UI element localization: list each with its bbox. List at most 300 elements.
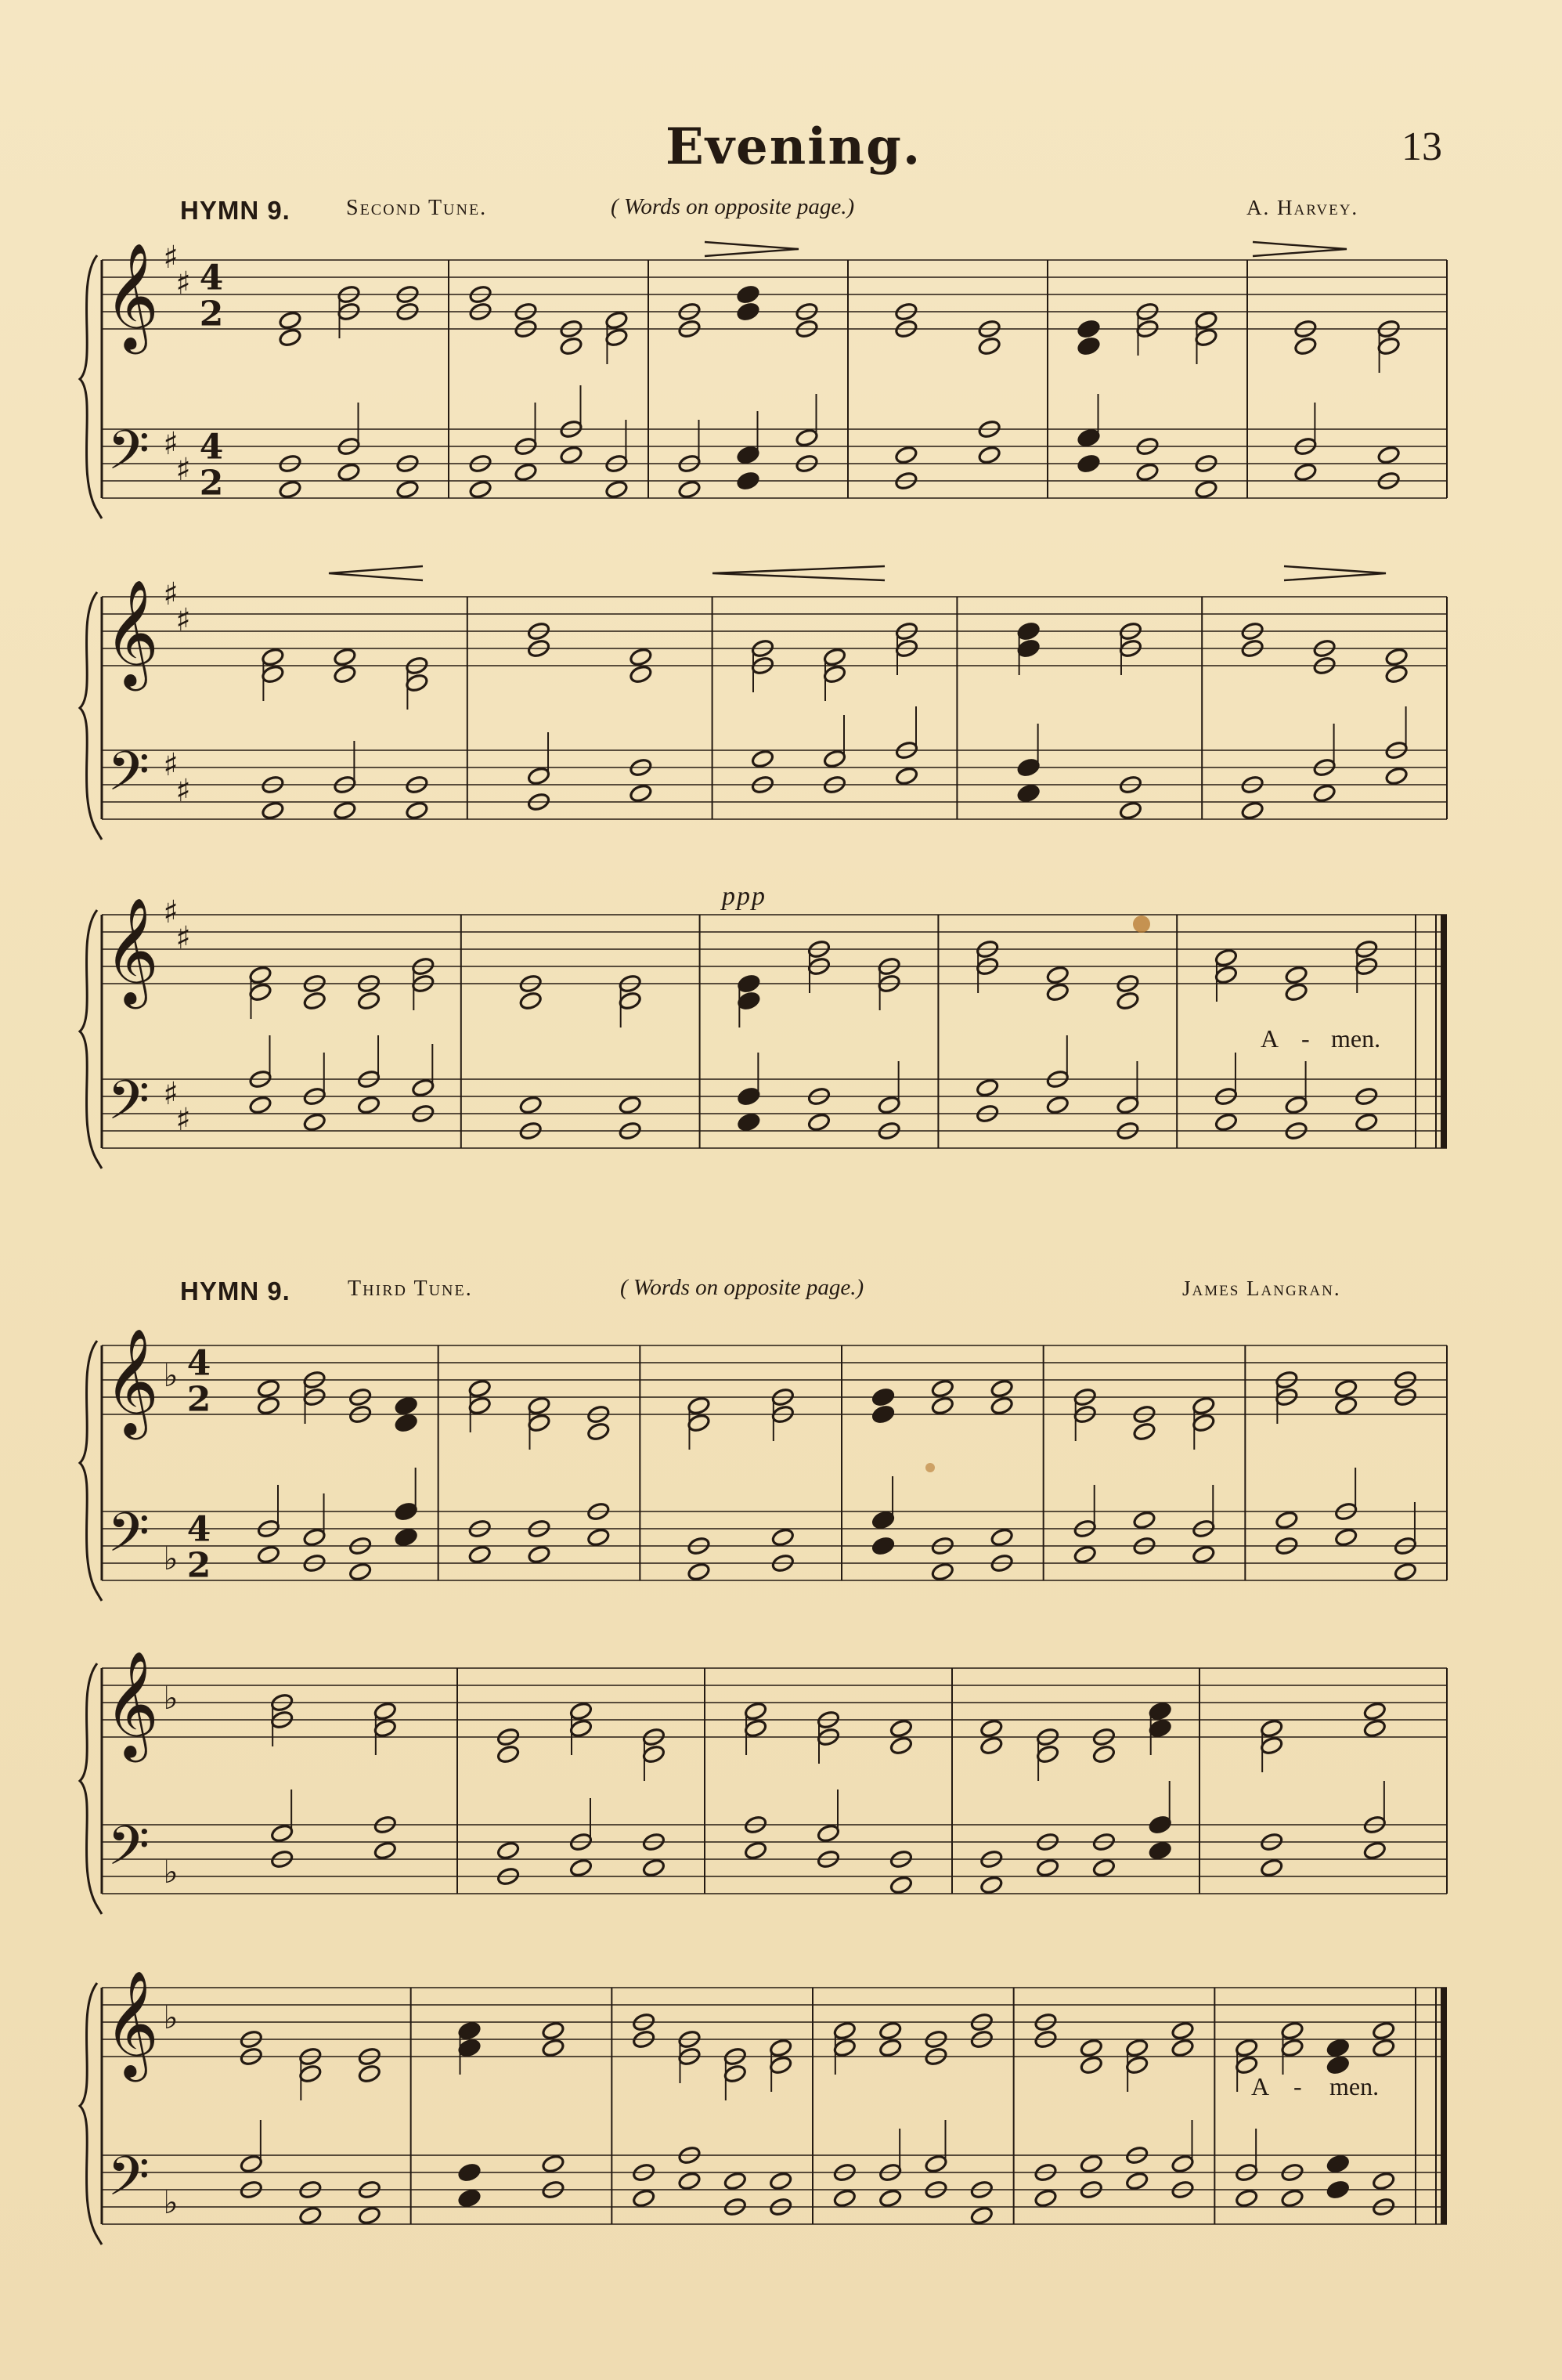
barline [438, 1345, 439, 1580]
half-note [1334, 1527, 1358, 1548]
half-note [823, 647, 846, 667]
treble-clef: 𝄞 [104, 1327, 159, 1435]
key-signature-flat: ♭ [163, 2185, 179, 2221]
half-note [333, 647, 356, 667]
staff [102, 260, 1447, 329]
barline [1441, 1988, 1447, 2224]
amen-hyphen: - [1301, 1024, 1310, 1053]
diminuendo-hairpin [705, 242, 799, 256]
barline [639, 1345, 640, 1580]
amen-syllable: A [1251, 2072, 1270, 2100]
staff [102, 1079, 1447, 1148]
half-note [527, 1544, 550, 1565]
half-note [1016, 783, 1040, 804]
half-note [1275, 1510, 1298, 1530]
half-note [618, 991, 641, 1011]
half-note [723, 2064, 747, 2084]
half-note [257, 1378, 280, 1399]
half-note [1132, 1510, 1156, 1530]
half-note [970, 2205, 994, 2226]
key-signature-sharp: ♯ [175, 452, 191, 488]
half-note [979, 1875, 1003, 1895]
half-note [744, 1840, 767, 1861]
half-note [1092, 1744, 1116, 1764]
half-note [895, 766, 918, 786]
key-signature-sharp: ♯ [163, 1076, 179, 1112]
half-note [878, 2021, 902, 2041]
barline [1214, 1988, 1215, 2224]
half-note [1260, 1858, 1283, 1878]
barline [812, 1988, 813, 2224]
barline [456, 1668, 458, 1894]
barline [1415, 1988, 1416, 2224]
half-note [737, 1112, 760, 1132]
page-number: 13 [1401, 125, 1442, 169]
time-signature-bottom: 2 [186, 1545, 211, 1586]
half-note [337, 462, 360, 482]
barline [448, 260, 449, 498]
half-note [541, 2154, 565, 2174]
half-note [1240, 800, 1264, 821]
half-note [569, 1858, 593, 1878]
treble-clef: 𝄞 [104, 896, 159, 1004]
bass-clef: 𝄢 [106, 1068, 150, 1145]
staff [102, 1988, 1447, 2057]
half-note [642, 1744, 666, 1764]
half-note [1034, 2188, 1057, 2208]
barline [611, 1988, 612, 2224]
staff [102, 1825, 1447, 1894]
half-note [736, 471, 759, 491]
paper-stain [1133, 916, 1150, 933]
time-signature-top: 4 [199, 427, 224, 468]
time-signature-top: 4 [199, 258, 224, 298]
half-note [751, 749, 774, 769]
half-note [373, 1840, 397, 1861]
half-note [924, 2154, 947, 2174]
half-note [1372, 2171, 1395, 2191]
half-note [1384, 647, 1408, 667]
half-note [889, 1735, 913, 1756]
half-note [1280, 2038, 1304, 2058]
half-note [569, 1718, 593, 1739]
half-note [1132, 1421, 1156, 1442]
half-note [257, 1544, 280, 1565]
half-note [559, 445, 583, 465]
half-note [629, 664, 652, 684]
half-note [878, 2188, 902, 2208]
barline [1446, 1345, 1448, 1580]
barline [101, 1345, 103, 1580]
half-note [737, 973, 760, 994]
diminuendo-hairpin [1284, 566, 1386, 580]
time-signature-top: 4 [186, 1343, 211, 1384]
half-note [1214, 965, 1238, 985]
half-note [358, 2205, 381, 2226]
half-note [541, 2038, 565, 2058]
half-note [527, 766, 550, 786]
half-note [979, 1718, 1003, 1739]
half-note [629, 647, 652, 667]
half-note [468, 479, 492, 500]
barline [101, 260, 103, 498]
barline [704, 1668, 705, 1894]
half-note [1080, 2154, 1103, 2174]
half-note [240, 2154, 263, 2174]
half-note [257, 1396, 280, 1416]
half-note [394, 1413, 417, 1433]
hymn-number-label: HYMN 9. [180, 196, 290, 225]
half-note [457, 2021, 481, 2041]
system-brace [80, 1341, 102, 1601]
barline [1201, 597, 1203, 819]
half-note [457, 2162, 481, 2183]
half-note [1092, 1858, 1116, 1878]
barline [1047, 260, 1048, 498]
half-note [1214, 948, 1238, 968]
barline [101, 915, 103, 1148]
half-note [990, 1378, 1013, 1399]
barline [1446, 260, 1448, 498]
time-signature-bottom: 2 [199, 463, 224, 504]
half-note [977, 445, 1001, 465]
barline [1446, 1668, 1448, 1894]
half-note [979, 1735, 1003, 1756]
half-note [977, 336, 1001, 356]
half-note [467, 1378, 491, 1399]
half-note [871, 1404, 895, 1425]
key-signature-sharp: ♯ [175, 1102, 191, 1138]
half-note [1293, 462, 1317, 482]
half-note [1016, 621, 1040, 641]
half-note [1280, 2188, 1304, 2208]
treble-clef: 𝄞 [104, 1649, 159, 1757]
barline [1043, 1345, 1044, 1580]
half-note [889, 1875, 913, 1895]
half-note [931, 1378, 954, 1399]
half-note [1194, 327, 1217, 348]
half-note [248, 965, 272, 985]
half-note [1016, 638, 1040, 659]
half-note [1125, 2171, 1149, 2191]
barline [937, 915, 939, 1148]
key-signature-sharp: ♯ [175, 920, 191, 956]
tune-label: Second Tune. [346, 196, 488, 220]
half-note [642, 1858, 666, 1878]
half-note [1284, 965, 1308, 985]
half-note [833, 2038, 857, 2058]
half-note [1119, 800, 1142, 821]
key-signature-flat: ♭ [163, 1358, 179, 1394]
bass-clef: 𝄢 [106, 739, 150, 816]
staff [102, 1668, 1447, 1737]
key-signature-flat: ♭ [163, 1541, 179, 1577]
half-note [604, 479, 628, 500]
half-note [871, 1510, 895, 1530]
half-note [348, 1562, 372, 1582]
half-note [278, 479, 301, 500]
half-note [1284, 982, 1308, 1002]
barline [1244, 1345, 1246, 1580]
bass-clef: 𝄢 [106, 418, 150, 495]
half-note [248, 1095, 272, 1115]
bass-clef: 𝄢 [106, 2144, 150, 2221]
half-note [976, 1078, 999, 1098]
key-signature-sharp: ♯ [175, 602, 191, 638]
staff [102, 429, 1447, 498]
half-note [1192, 1413, 1215, 1433]
half-note [1194, 479, 1217, 500]
half-note [769, 2055, 792, 2075]
barline [1441, 915, 1447, 1148]
system-brace [80, 592, 102, 840]
half-note [1334, 1396, 1358, 1416]
half-note [298, 2205, 322, 2226]
half-note [1355, 1112, 1378, 1132]
half-note [1148, 1701, 1171, 1721]
treble-clef: 𝄞 [104, 578, 159, 686]
half-note [333, 664, 356, 684]
half-note [1284, 1095, 1308, 1115]
half-note [457, 2038, 481, 2058]
half-note [1363, 1718, 1387, 1739]
half-note [687, 1396, 710, 1416]
half-note [1372, 2021, 1395, 2041]
treble-clef: 𝄞 [104, 1969, 159, 2077]
half-note [1125, 2038, 1149, 2058]
half-note [604, 327, 628, 348]
half-note [333, 800, 356, 821]
half-note [1077, 336, 1100, 356]
half-note [527, 1413, 550, 1433]
half-note [1080, 2038, 1103, 2058]
half-note [889, 1718, 913, 1739]
page-title: Evening. [666, 117, 922, 176]
diminuendo-hairpin [1253, 242, 1347, 256]
key-signature-sharp: ♯ [163, 576, 179, 612]
half-note [1326, 2180, 1350, 2200]
amen-syllable: men. [1329, 2072, 1380, 2100]
system-brace [80, 1663, 102, 1914]
half-note [395, 479, 419, 500]
half-note [1116, 1095, 1139, 1115]
time-signature-bottom: 2 [199, 294, 224, 334]
half-note [1394, 1562, 1417, 1582]
half-note [1046, 1095, 1070, 1115]
half-note [1326, 2154, 1350, 2174]
barline [1246, 260, 1248, 498]
key-signature-flat: ♭ [163, 1681, 179, 1717]
barline [1176, 915, 1178, 1148]
barline [101, 1668, 103, 1894]
half-note [1116, 991, 1139, 1011]
key-signature-sharp: ♯ [175, 773, 191, 809]
key-signature-sharp: ♯ [163, 240, 179, 276]
half-note [303, 1112, 326, 1132]
half-note [514, 462, 537, 482]
key-signature-flat: ♭ [163, 1855, 179, 1891]
half-note [1125, 2055, 1149, 2075]
half-note [527, 1396, 550, 1416]
half-note [1376, 336, 1400, 356]
barline [101, 597, 103, 819]
half-note [1194, 310, 1217, 330]
half-note [771, 1527, 795, 1548]
half-note [687, 1562, 710, 1582]
half-note [569, 1701, 593, 1721]
half-note [1148, 1840, 1171, 1861]
half-note [559, 336, 583, 356]
key-signature-sharp: ♯ [163, 894, 179, 930]
half-note [1384, 664, 1408, 684]
half-note [278, 310, 301, 330]
half-note [1312, 783, 1336, 804]
key-signature-sharp: ♯ [163, 426, 179, 462]
half-note [411, 1078, 435, 1098]
half-note [871, 1387, 895, 1407]
half-note [1260, 1735, 1283, 1756]
barline [951, 1668, 953, 1894]
half-note [541, 2021, 565, 2041]
half-note [1046, 965, 1070, 985]
half-note [357, 991, 381, 1011]
half-note [817, 1823, 840, 1844]
half-note [1280, 2021, 1304, 2041]
half-note [1363, 1701, 1387, 1721]
tune-label: Third Tune. [348, 1277, 473, 1301]
half-note [394, 1527, 417, 1548]
composer-name: A. Harvey. [1246, 196, 1359, 219]
paper-stain [925, 1463, 935, 1472]
half-note [1073, 1544, 1096, 1565]
half-note [833, 2021, 857, 2041]
barline [101, 1988, 103, 2224]
half-note [1334, 1378, 1358, 1399]
half-note [248, 982, 272, 1002]
half-note [261, 664, 284, 684]
words-note: ( Words on opposite page.) [611, 194, 855, 219]
half-note [833, 2188, 857, 2208]
crescendo-hairpin [712, 566, 885, 580]
half-note [1171, 2021, 1194, 2041]
half-note [1192, 1544, 1215, 1565]
barline [410, 1988, 412, 2224]
bass-clef: 𝄢 [106, 1501, 150, 1577]
half-note [1036, 1744, 1059, 1764]
half-note [394, 1396, 417, 1416]
half-note [871, 1536, 895, 1556]
barline [712, 597, 713, 819]
half-note [1363, 1840, 1387, 1861]
half-note [373, 1718, 397, 1739]
half-note [736, 284, 759, 305]
half-note [373, 1701, 397, 1721]
half-note [618, 1095, 641, 1115]
barline [460, 915, 462, 1148]
half-note [270, 1823, 294, 1844]
barline [467, 597, 468, 819]
bass-clef: 𝄢 [106, 1814, 150, 1891]
half-note [1135, 462, 1159, 482]
half-note [467, 1396, 491, 1416]
half-note [894, 445, 918, 465]
half-note [823, 664, 846, 684]
half-note [303, 991, 326, 1011]
half-note [795, 428, 818, 448]
treble-clef: 𝄞 [104, 241, 159, 349]
half-note [1016, 757, 1040, 778]
half-note [769, 2038, 792, 2058]
half-note [586, 1421, 610, 1442]
half-note [394, 1501, 417, 1522]
amen-hyphen: - [1293, 2072, 1302, 2100]
barline [1446, 597, 1448, 819]
half-note [1077, 453, 1100, 474]
key-signature-flat: ♭ [163, 2000, 179, 2036]
half-note [586, 1527, 610, 1548]
half-note [1214, 1112, 1238, 1132]
system-brace [80, 255, 102, 518]
barline [648, 260, 649, 498]
half-note [1376, 445, 1400, 465]
dynamic-marking: ppp [722, 882, 767, 911]
barline [1013, 1988, 1015, 2224]
half-note [405, 800, 428, 821]
half-note [744, 1718, 767, 1739]
words-note: ( Words on opposite page.) [620, 1275, 864, 1300]
half-note [1148, 1718, 1171, 1739]
half-note [769, 2171, 792, 2191]
system-brace [80, 1983, 102, 2245]
time-signature-top: 4 [186, 1509, 211, 1550]
half-note [878, 2038, 902, 2058]
half-note [931, 1396, 954, 1416]
half-note [823, 749, 846, 769]
barline [1435, 1988, 1437, 2224]
barline [1415, 915, 1416, 1148]
half-note [457, 2188, 481, 2208]
half-note [261, 647, 284, 667]
barline [1199, 1668, 1200, 1894]
half-note [261, 800, 284, 821]
half-note [518, 991, 542, 1011]
half-note [687, 1413, 710, 1433]
half-note [518, 1095, 542, 1115]
half-note [1046, 982, 1070, 1002]
hymn-number-label: HYMN 9. [180, 1277, 290, 1306]
half-note [990, 1527, 1013, 1548]
half-note [736, 302, 759, 322]
half-note [1293, 336, 1317, 356]
half-note [1036, 1858, 1059, 1878]
composer-name: James Langran. [1182, 1277, 1341, 1300]
half-note [877, 1095, 900, 1115]
half-note [1235, 2038, 1258, 2058]
half-note [1171, 2154, 1194, 2174]
key-signature-sharp: ♯ [163, 747, 179, 783]
half-note [1148, 1815, 1171, 1835]
half-note [1171, 2038, 1194, 2058]
barline [847, 260, 849, 498]
barline [841, 1345, 842, 1580]
half-note [1080, 2055, 1103, 2075]
barline [956, 597, 958, 819]
half-note [496, 1840, 520, 1861]
half-note [737, 991, 760, 1011]
half-note [723, 2171, 747, 2191]
half-note [1077, 319, 1100, 339]
half-note [357, 1095, 381, 1115]
